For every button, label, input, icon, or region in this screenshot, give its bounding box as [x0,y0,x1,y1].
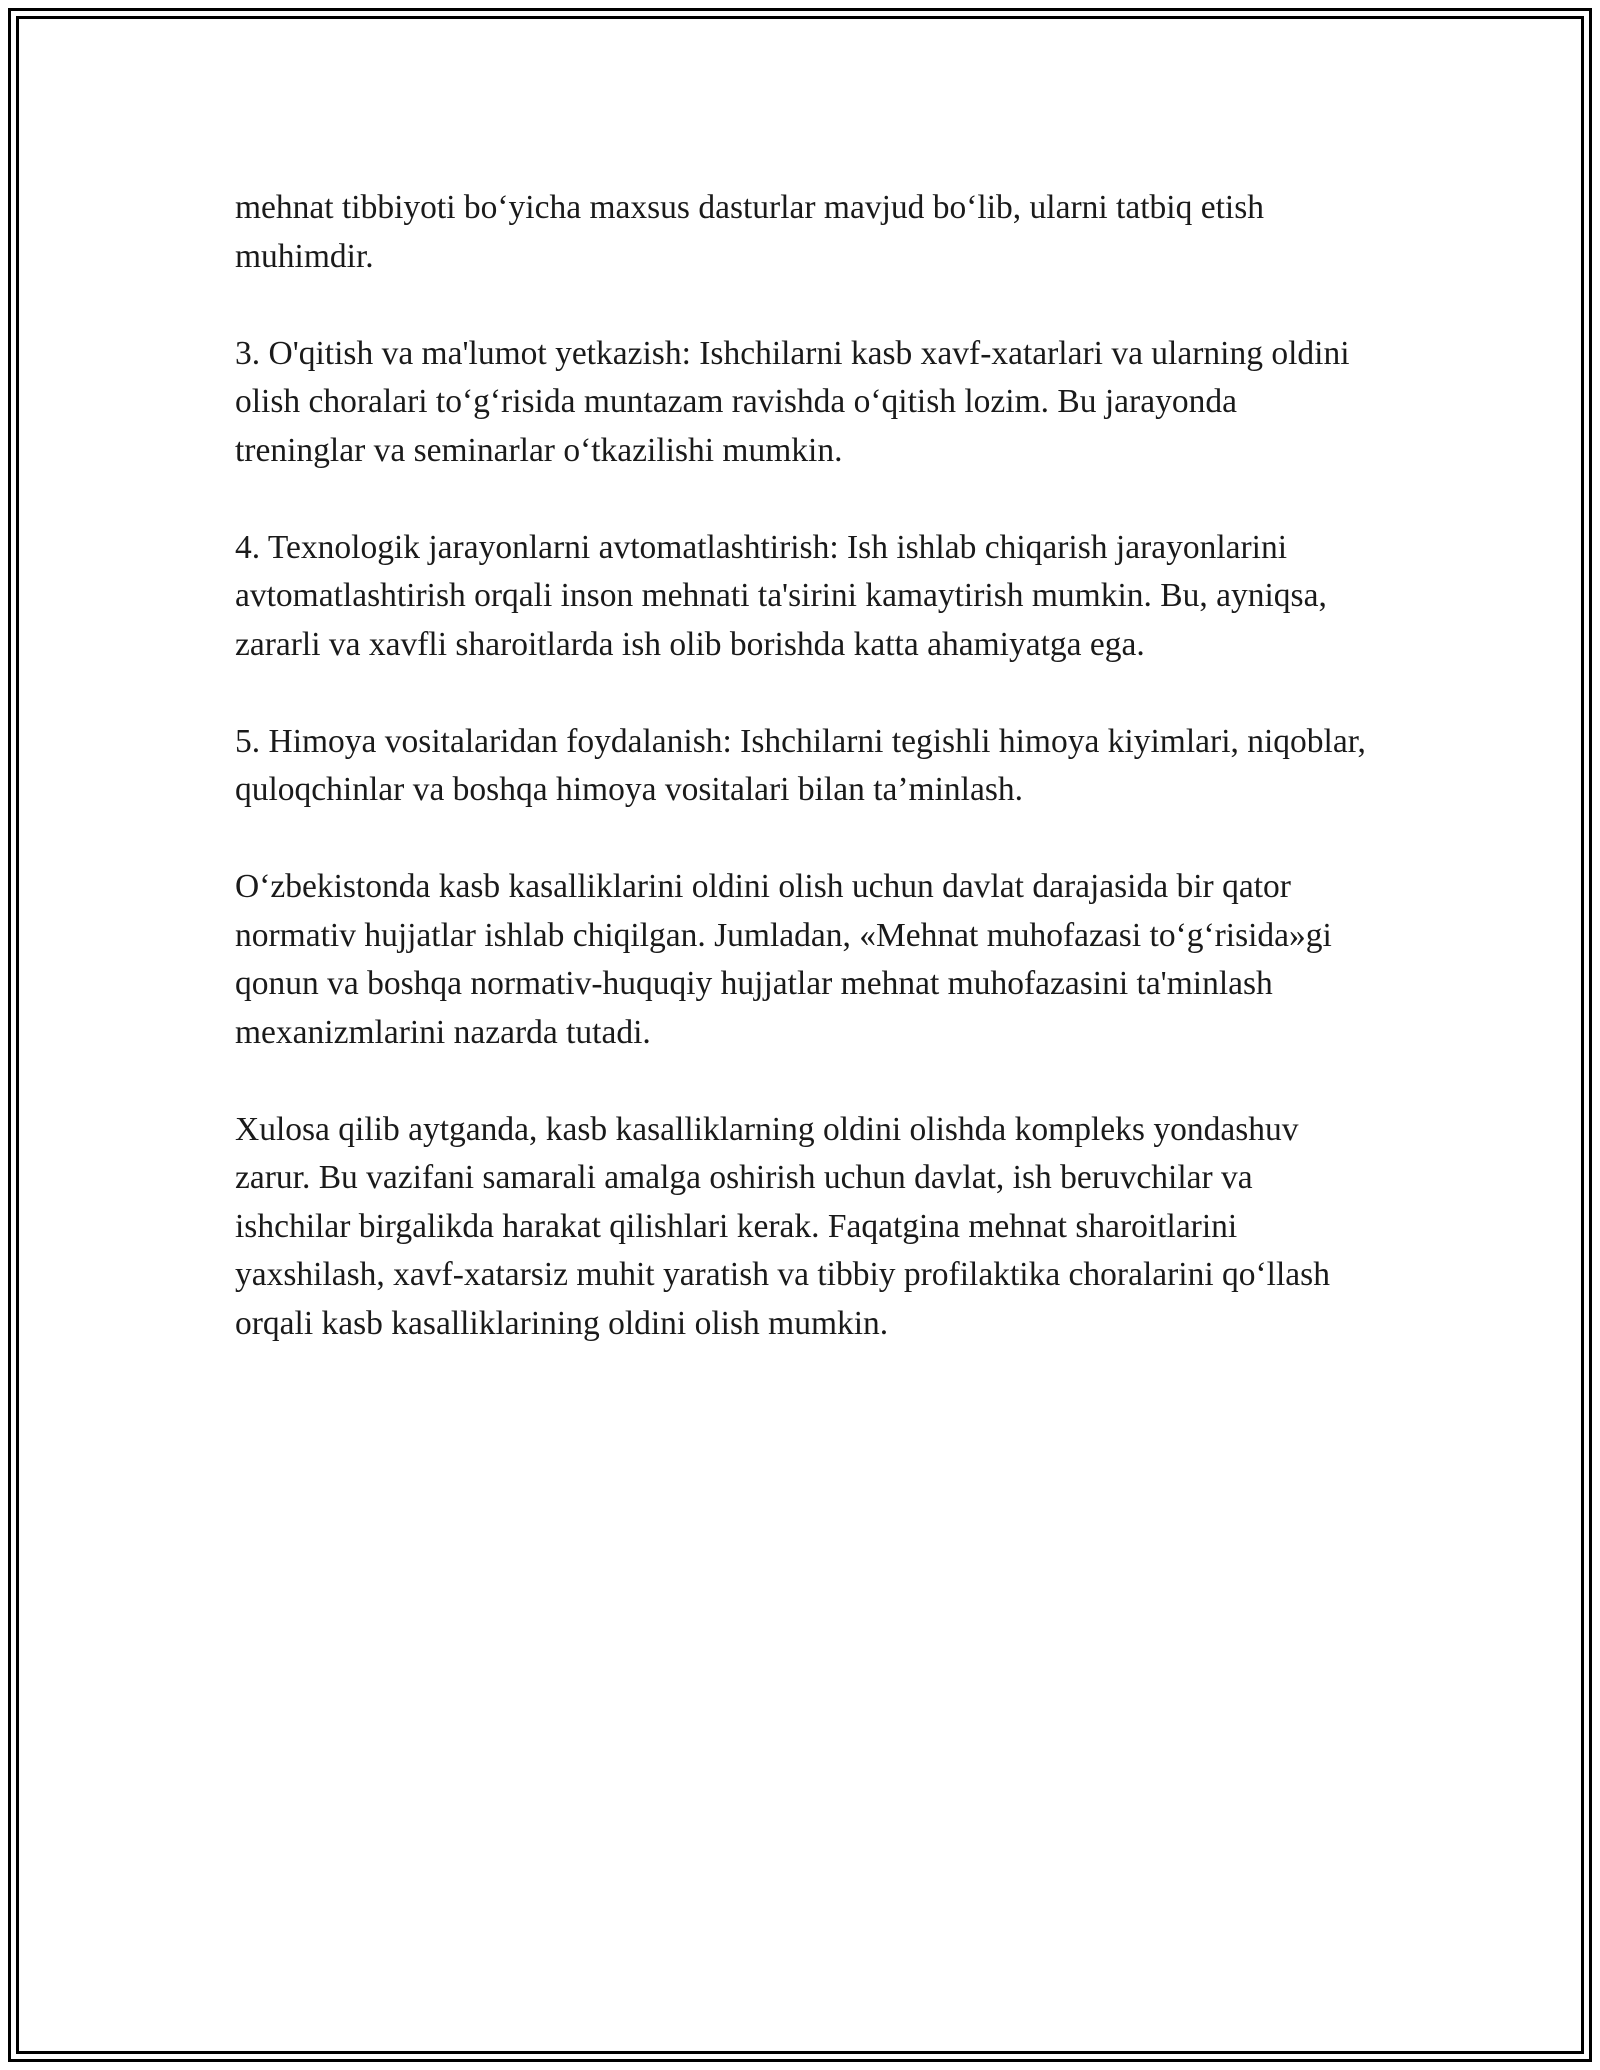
document-body [235,184,1375,1397]
paragraph-item-4-automation: 4. Texnologik jarayonlarni avtomatlashtirish: Ish ishlab chiqarish jarayonlarini avtomatlashtirish orqali inson mehnati ta'sirini kamaytirish mumkin. Bu, ayniqsa, zararli va xavfli sharoitlarda ish olib borishda katta ahamiyatga ega. [235,528,1327,663]
paragraph-continuation: mehnat tibbiyoti bo‘yicha maxsus dasturlar mavjud bo‘lib, ularni tatbiq etish muhimdir. [235,189,1264,275]
paragraph-regulations: O‘zbekistonda kasb kasalliklarini oldini olish uchun davlat darajasida bir qator normativ hujjatlar ishlab chiqilgan. Jumladan, «Mehnat muhofazasi to‘g‘risida»gi qonun va boshqa normativ-huquqiy hujjatlar mehnat muhofazasini ta'minlash mexanizmlarini nazarda tutadi. [235,868,1332,1051]
paragraph-conclusion: Xulosa qilib aytganda, kasb kasalliklarning oldini olishda kompleks yondashuv zarur. Bu vazifani samarali amalga oshirish uchun davlat, ish beruvchilar va ishchilar birgalikda harakat qilishlari kerak. Faqatgina mehnat sharoitlarini yaxshilash, xavf-xatarsiz muhit yaratish va tibbiy profilaktika choralarini qo‘llash orqali kasb kasalliklarining oldini olish mumkin. [235,1110,1330,1342]
paragraph-item-5-protective-equipment: 5. Himoya vositalaridan foydalanish: Ishchilarni tegishli himoya kiyimlari, niqoblar, quloqchinlar va boshqa himoya vositalari bilan ta’minlash. [235,722,1366,808]
paragraph-item-3-training: 3. O'qitish va ma'lumot yetkazish: Ishchilarni kasb xavf-xatarlari va ularning oldini olish choralari to‘g‘risida muntazam ravishda o‘qitish lozim. Bu jarayonda treninglar va seminarlar o‘tkazilishi mumkin. [235,334,1350,469]
